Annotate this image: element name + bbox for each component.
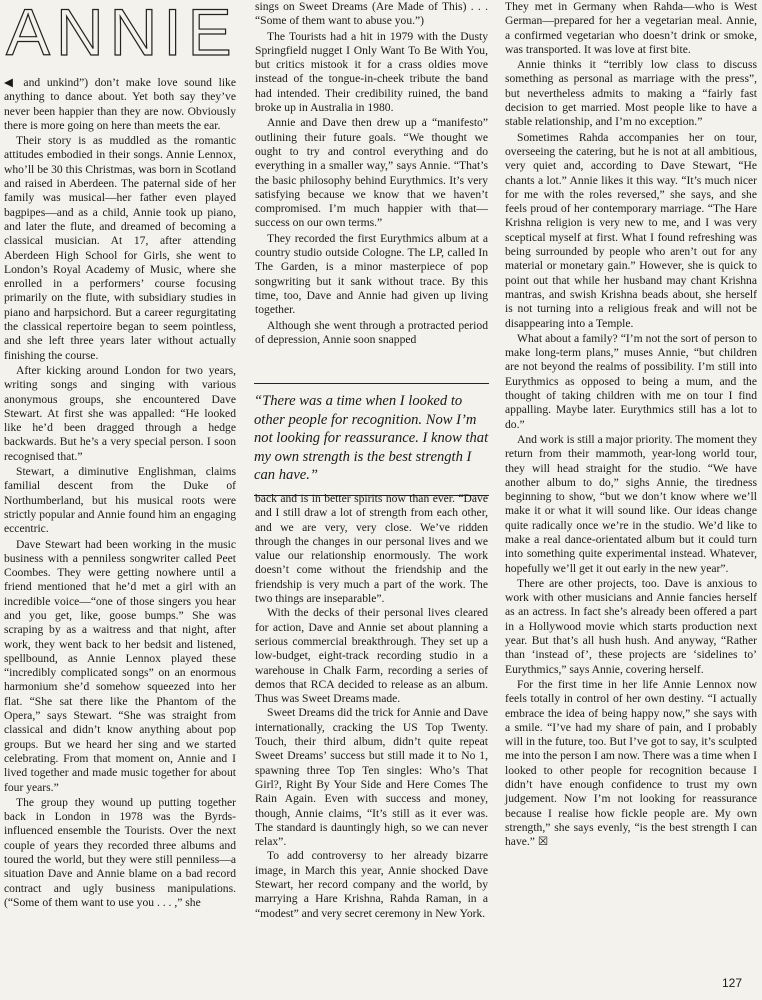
paragraph: And work is still a major priority. The moment they return from their mammoth, year-long world tour, they will head straight for the studio. “We have another album to do,” sighs Annie, the tiredness beginning to show, “but we don’t know where we’ll make it or what it will sound like. Our ideas change quite radically once we’re in the studio. We’d like to make a real dance-orientated album but it could turn into something quite experimental instead. Whatever, hopefully we’ll get it out early in the new year”. — [505, 432, 757, 575]
column-2-bottom — [255, 492, 488, 921]
paragraph: Annie thinks it “terribly low class to discuss something as personal as marriage with the press”, but nevertheless admits to making a “fairly fast decision to get married. Most people like to have a stable relationship, and I’m no exception.” — [505, 58, 757, 129]
paragraph: sings on Sweet Dreams (Are Made of This) . . . “Some of them want to abuse you.”) — [255, 0, 488, 28]
paragraph: There are other projects, too. Dave is anxious to work with other musicians and Annie fancies herself as an actress. In fact she’s already been offered a part in a Hollywood movie which starts production next year. But that’s all hush hush. And anyway, “Rather than ‘instead of’, these projects are ‘sidelines to’ Eurythmics,” says Annie, covering herself. — [505, 576, 757, 676]
paragraph: Dave Stewart had been working in the music business with a penniless songwriter called Peet Coombes. They were getting nowhere until a friend mentioned that he’d met a girl with an incredible voice—“one of those singers you hear and you get, like, goose bumps.” She was scraping by as a waitress and that night, after work, they went back to her bedsit and listened, spellbound, as Annie Lennox played these “incredibly complicated songs” on an enormous harmonium she’d somehow squeezed into her flat. “She sat there like the Phantom of the Opera,” says Stewart. “She was straight from classical and didn’t know anything about pop groups. But we heard her sing and we started celebrating. From that moment on, Annie and I lived together and made music together for about four years.” — [4, 537, 236, 794]
paragraph: They recorded the first Eurythmics album at a country studio outside Cologne. The LP, called In The Garden, is a minor masterpiece of pop songwriting but it sank without trace. By this time, too, Dave and Annie had given up living together. — [255, 231, 488, 317]
paragraph: Sweet Dreams did the trick for Annie and Dave internationally, cracking the US Top Twenty. Touch, their third album, didn’t quite repeat Sweet Dreams’ success but still made it to No 1, spawning three Top Ten singles: Who’s That Girl?, Right By Your Side and Here Comes The Rain Again. Even with success and money, though, Annie claims, “It’s still as it ever was. The standard is dauntingly high, so we can never relax”. — [255, 706, 488, 849]
page-number: 127 — [721, 976, 742, 990]
column-2-top — [255, 0, 488, 347]
paragraph: ◀ and unkind”) don’t make love sound like anything to dance about. Yet both say they’ve never been happier than they are now. Obviously there is more going on here than meets the ear. — [4, 76, 236, 132]
pull-quote: “There was a time when I looked to other people for recognition. Now I’m not looking for reassurance. I know that my own strength is the best strength I can have.” — [254, 383, 489, 496]
paragraph: The group they wound up putting together back in London in 1978 was the Byrds-influenced ensemble the Tourists. Over the next couple of years they recorded three albums and toured the world, but they were still penniless—a situation Dave and Annie blame on a bad record contract and ugly business manipulations. (“Some of them want to use you . . . ,” she — [4, 795, 236, 909]
paragraph: The Tourists had a hit in 1979 with the Dusty Springfield nugget I Only Want To Be With You, but critics mistook it for a crass oldies move instead of the tongue-in-cheek tribute the band had intended. Their credibility ruined, the band broke up in Australia in 1980. — [255, 29, 488, 115]
paragraph: Stewart, a diminutive Englishman, claims familial descent from the Duke of Northumberland, but his musical roots were strictly popular and Annie found him an engaging eccentric. — [4, 465, 236, 536]
paragraph: They met in Germany when Rahda—who is West German—prepared for her a vegetarian meal. Annie, a confirmed vegetarian who doesn’t drink or smoke, was transported. It was love at first bite. — [505, 0, 757, 56]
paragraph: Sometimes Rahda accompanies her on tour, overseeing the catering, but he is not at all ambitious, very quiet and, according to Dave Stewart, “He chants a lot.” Annie likes it this way. “It’s much nicer for me with the roles reversed,” she says, and she feels proud of her contemporary marriage. “The Hare Krishna religion is very new to me, and I was very sceptical myself at first. What I found refreshing was being surrounded by people who aren’t out for any material or monetary gain.” However, she is quick to point out that while her husband may chant Krishna mantras, and swish Krishna beads about, she herself is not turning into a religious freak and will not be disappearing into a Temple. — [505, 130, 757, 330]
headline: ANNIE — [6, 0, 238, 69]
paragraph: For the first time in her life Annie Lennox now feels totally in control of her own destiny. “I actually embrace the idea of being happy now,” she says with a smile. “I’ve had my share of pain, and I probably will in the future, too. But I’ve got to say, it’s sculpted me into the person I am now. There was a time when I looked to other people for recognition because I didn’t have enough confidence to trust my own judgement. Now I’m not looking for reassurance because I realise how fickle people are. My own strength,” she says evenly, “is the best strength I can have.” ☒ — [505, 677, 757, 849]
paragraph: Although she went through a protracted period of depression, Annie soon snapped — [255, 318, 488, 346]
paragraph: Annie and Dave then drew up a “manifesto” outlining their future goals. “We thought we ought to try and control everything and do everything in a smaller way,” says Annie. “That’s the basic philosophy behind Eurythmics. It’s very satisfying because we know that we haven’t compromised. I’m much happier with that—success on our own terms.” — [255, 116, 488, 230]
column-3 — [505, 0, 757, 850]
paragraph: To add controversy to her already bizarre image, in March this year, Annie shocked Dave Stewart, her record company and the world, by marrying a Hare Krishna, Rahda Raman, in a “modest” and very secret ceremony in New York. — [255, 849, 488, 920]
paragraph: After kicking around London for two years, writing songs and singing with various anonymous groups, she encountered Dave Stewart. At first she was appalled: “He looked like he’d been dragged through a hedge backwards. But he’s a very special person. I soon recognised that.” — [4, 363, 236, 463]
paragraph: What about a family? “I’m not the sort of person to make long-term plans,” muses Annie, “but children are not beyond the realms of possibility. I’m still into Eurythmics as opposed to being a mum, and the thought of taking children with me on tour I find appalling. Maybe later. Eurythmics still has a lot to do.” — [505, 331, 757, 431]
paragraph: back and is in better spirits now than ever. “Dave and I still draw a lot of strength from each other, and we are very, very close. We’ve ridden through the changes in our personal lives and we value our relationship enormously. The work doesn’t come without the friendship and the friendship is very much a part of the work. The two things are inseparable”. — [255, 492, 488, 606]
paragraph: With the decks of their personal lives cleared for action, Dave and Annie set about planning a serious commercial breakthrough. They set up a low-budget, eight-track recording studio in a warehouse in Chalk Farm, recording a series of demos that RCA decided to release as an album. Thus was Sweet Dreams made. — [255, 606, 488, 706]
paragraph: Their story is as muddled as the romantic attitudes embodied in their songs. Annie Lennox, who’ll be 30 this Christmas, was born in Scotland and raised in Aberdeen. The paternal side of her family was musical—her father even played bagpipes—and as a child, Annie took up piano, and later the flute, and dreamed of becoming a classical musician. At 17, after attending Aberdeen High School for Girls, she went to London’s Royal Academy of Music, where she enrolled in a performers’ course focusing primarily on the flute, with subsidiary studies in piano and harpsichord. But a career regurgitating the classical repertoire began to seem pointless, and she left three years later without actually finishing the course. — [4, 134, 236, 362]
column-1 — [4, 76, 236, 910]
